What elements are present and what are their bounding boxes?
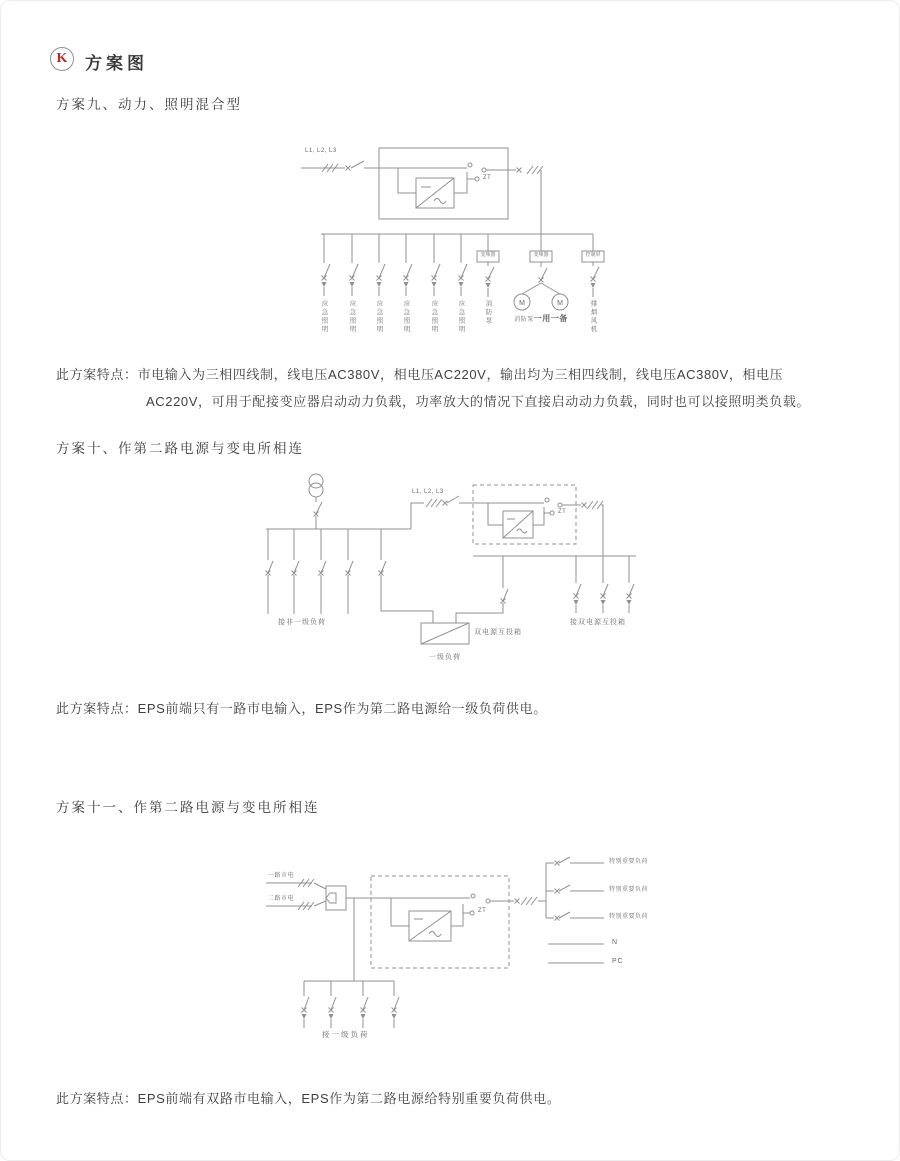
- motor-caption-prefix: 消防泵: [514, 317, 534, 323]
- emergency-lighting-label: 应急照明: [402, 300, 410, 334]
- scheme11-heading: 方案十一、作第二路电源与变电所相连: [56, 800, 320, 815]
- scheme10-feature-text: 此方案特点：EPS前端只有一路市电输入，EPS作为第二路电源给一级负荷供电。: [56, 701, 547, 716]
- mains-1-label: 一路市电: [268, 873, 295, 879]
- vfd-box-label: 变频器: [480, 252, 496, 258]
- connect-primary-load-label: 接一级负荷: [322, 1030, 370, 1039]
- smoke-fan-label: 排烟风机: [589, 300, 597, 334]
- dual-power-transfer-box-label: 双电源互投箱: [474, 629, 522, 636]
- scheme11-diagram: [256, 844, 676, 1049]
- scheme10-diagram: [256, 469, 656, 669]
- legend-pc-label: PC: [612, 958, 624, 965]
- motor-caption: [494, 314, 588, 324]
- emergency-lighting-label: 应急照明: [375, 300, 383, 334]
- scheme9-diagram: [291, 139, 621, 344]
- non-primary-load-label: 接非一级负荷: [278, 619, 326, 626]
- page-title: 方案图: [85, 54, 148, 73]
- feature-label: 此方案特点：: [56, 367, 138, 382]
- feature-line2: AC220V，可用于配接变应器启动动力负载，功率放大的情况下直接启动动力负载，同时也可以接照明类负载。: [146, 394, 811, 409]
- control-box-label: 控制屏: [585, 252, 601, 258]
- important-load-label: 特别重要负荷: [609, 859, 649, 865]
- zt-terminal-label: ZT: [483, 175, 492, 181]
- scheme9-heading: 方案九、动力、照明混合型: [56, 97, 242, 112]
- zt-terminal-label: ZT: [558, 509, 567, 515]
- mains-2-label: 二路市电: [268, 896, 295, 902]
- emergency-lighting-label: 应急照明: [430, 300, 438, 334]
- scheme11-feature-text: 此方案特点：EPS前端有双路市电输入，EPS作为第二路电源给特别重要负荷供电。: [56, 1091, 561, 1106]
- scheme10-heading: 方案十、作第二路电源与变电所相连: [56, 441, 304, 456]
- zt-terminal-label: ZT: [478, 908, 487, 914]
- motor-icon: M: [557, 300, 563, 307]
- motor-caption-bold: 一用一备: [533, 314, 568, 323]
- brand-logo-letter: K: [56, 51, 68, 66]
- dual-power-transfer-note: 接双电源互投箱: [570, 619, 626, 626]
- motor-icon: M: [519, 300, 525, 307]
- emergency-lighting-label: 应急照明: [457, 300, 465, 334]
- fire-pump-label: 消防泵: [484, 300, 492, 326]
- phase-input-label: L1, L2, L3: [305, 148, 337, 154]
- scheme9-feature-text: [56, 361, 810, 415]
- vfd-box-label: 变频器: [533, 252, 549, 258]
- important-load-label: 特别重要负荷: [609, 887, 649, 893]
- primary-load-label: 一级负荷: [429, 654, 461, 661]
- legend-n-label: N: [612, 939, 619, 946]
- important-load-label: 特别重要负荷: [609, 914, 649, 920]
- emergency-lighting-label: 应急照明: [320, 300, 328, 334]
- brand-logo: [50, 47, 74, 71]
- feature-line1: 市电输入为三相四线制，线电压AC380V，相电压AC220V，输出均为三相四线制，线电压AC380V，相电压: [137, 367, 784, 382]
- phase-input-label: L1, L2, L3: [412, 489, 444, 495]
- emergency-lighting-label: 应急照明: [348, 300, 356, 334]
- scheme10-schematic: [256, 469, 656, 669]
